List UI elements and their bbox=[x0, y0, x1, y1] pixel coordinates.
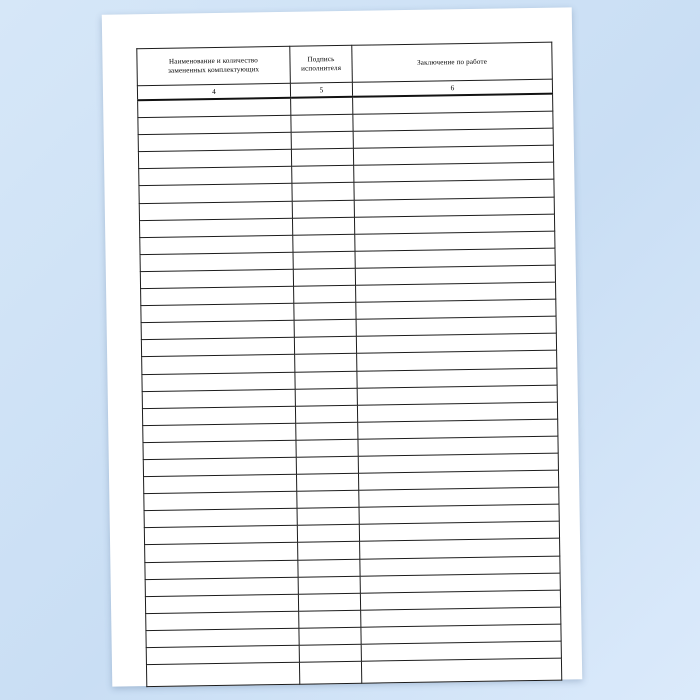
table-cell[interactable] bbox=[361, 658, 561, 683]
table-cell[interactable] bbox=[297, 508, 359, 526]
column-header-work-conclusion bbox=[352, 42, 553, 82]
table-cell[interactable] bbox=[297, 525, 359, 543]
table-cell[interactable] bbox=[293, 268, 355, 286]
column-header-line1: Наименование и количество bbox=[168, 56, 259, 66]
table-cell[interactable] bbox=[295, 371, 357, 389]
table-cell[interactable] bbox=[298, 576, 360, 594]
table-cell[interactable] bbox=[295, 388, 357, 406]
table-cell[interactable] bbox=[294, 319, 356, 337]
table-cell[interactable] bbox=[298, 593, 360, 611]
form-table bbox=[136, 42, 562, 688]
table-cell[interactable] bbox=[293, 251, 355, 269]
table-cell[interactable] bbox=[292, 200, 354, 218]
table-cell[interactable] bbox=[294, 337, 356, 355]
column-header-line2: исполнителя bbox=[301, 63, 342, 73]
form-area bbox=[136, 42, 558, 664]
column-header-line1: Подпись bbox=[307, 55, 335, 64]
table-cell[interactable] bbox=[291, 97, 353, 116]
table-cell[interactable] bbox=[294, 285, 356, 303]
column-header-line1: Заключение по работе bbox=[417, 57, 488, 67]
table-body bbox=[138, 94, 562, 687]
table-cell[interactable] bbox=[291, 131, 353, 149]
table-cell[interactable] bbox=[291, 114, 353, 132]
table-cell[interactable] bbox=[296, 422, 358, 440]
table-cell[interactable] bbox=[297, 490, 359, 508]
table-cell[interactable] bbox=[299, 644, 361, 662]
table-cell[interactable] bbox=[292, 183, 354, 201]
table-cell[interactable] bbox=[299, 661, 361, 684]
column-header-line2: замененных комплектующих bbox=[168, 65, 260, 75]
table-cell[interactable] bbox=[296, 473, 358, 491]
table-cell[interactable] bbox=[292, 166, 354, 184]
column-number-4: 4 bbox=[137, 83, 290, 100]
table-cell[interactable] bbox=[298, 542, 360, 560]
table-cell[interactable] bbox=[295, 354, 357, 372]
table-cell[interactable] bbox=[291, 149, 353, 167]
column-number-5: 5 bbox=[290, 82, 352, 97]
column-number-6: 6 bbox=[352, 79, 552, 97]
column-header-executor-signature bbox=[290, 45, 353, 83]
table-cell[interactable] bbox=[299, 627, 361, 645]
column-header-replaced-components bbox=[137, 46, 291, 85]
table-cell[interactable] bbox=[298, 559, 360, 577]
table-cell[interactable] bbox=[292, 217, 354, 235]
table-cell[interactable] bbox=[146, 662, 299, 686]
table-cell[interactable] bbox=[299, 610, 361, 628]
table-head bbox=[137, 42, 553, 100]
table-cell[interactable] bbox=[295, 405, 357, 423]
paper-sheet bbox=[102, 7, 582, 686]
table-cell[interactable] bbox=[293, 234, 355, 252]
table-cell[interactable] bbox=[296, 439, 358, 457]
table-cell[interactable] bbox=[296, 456, 358, 474]
table-cell[interactable] bbox=[294, 302, 356, 320]
